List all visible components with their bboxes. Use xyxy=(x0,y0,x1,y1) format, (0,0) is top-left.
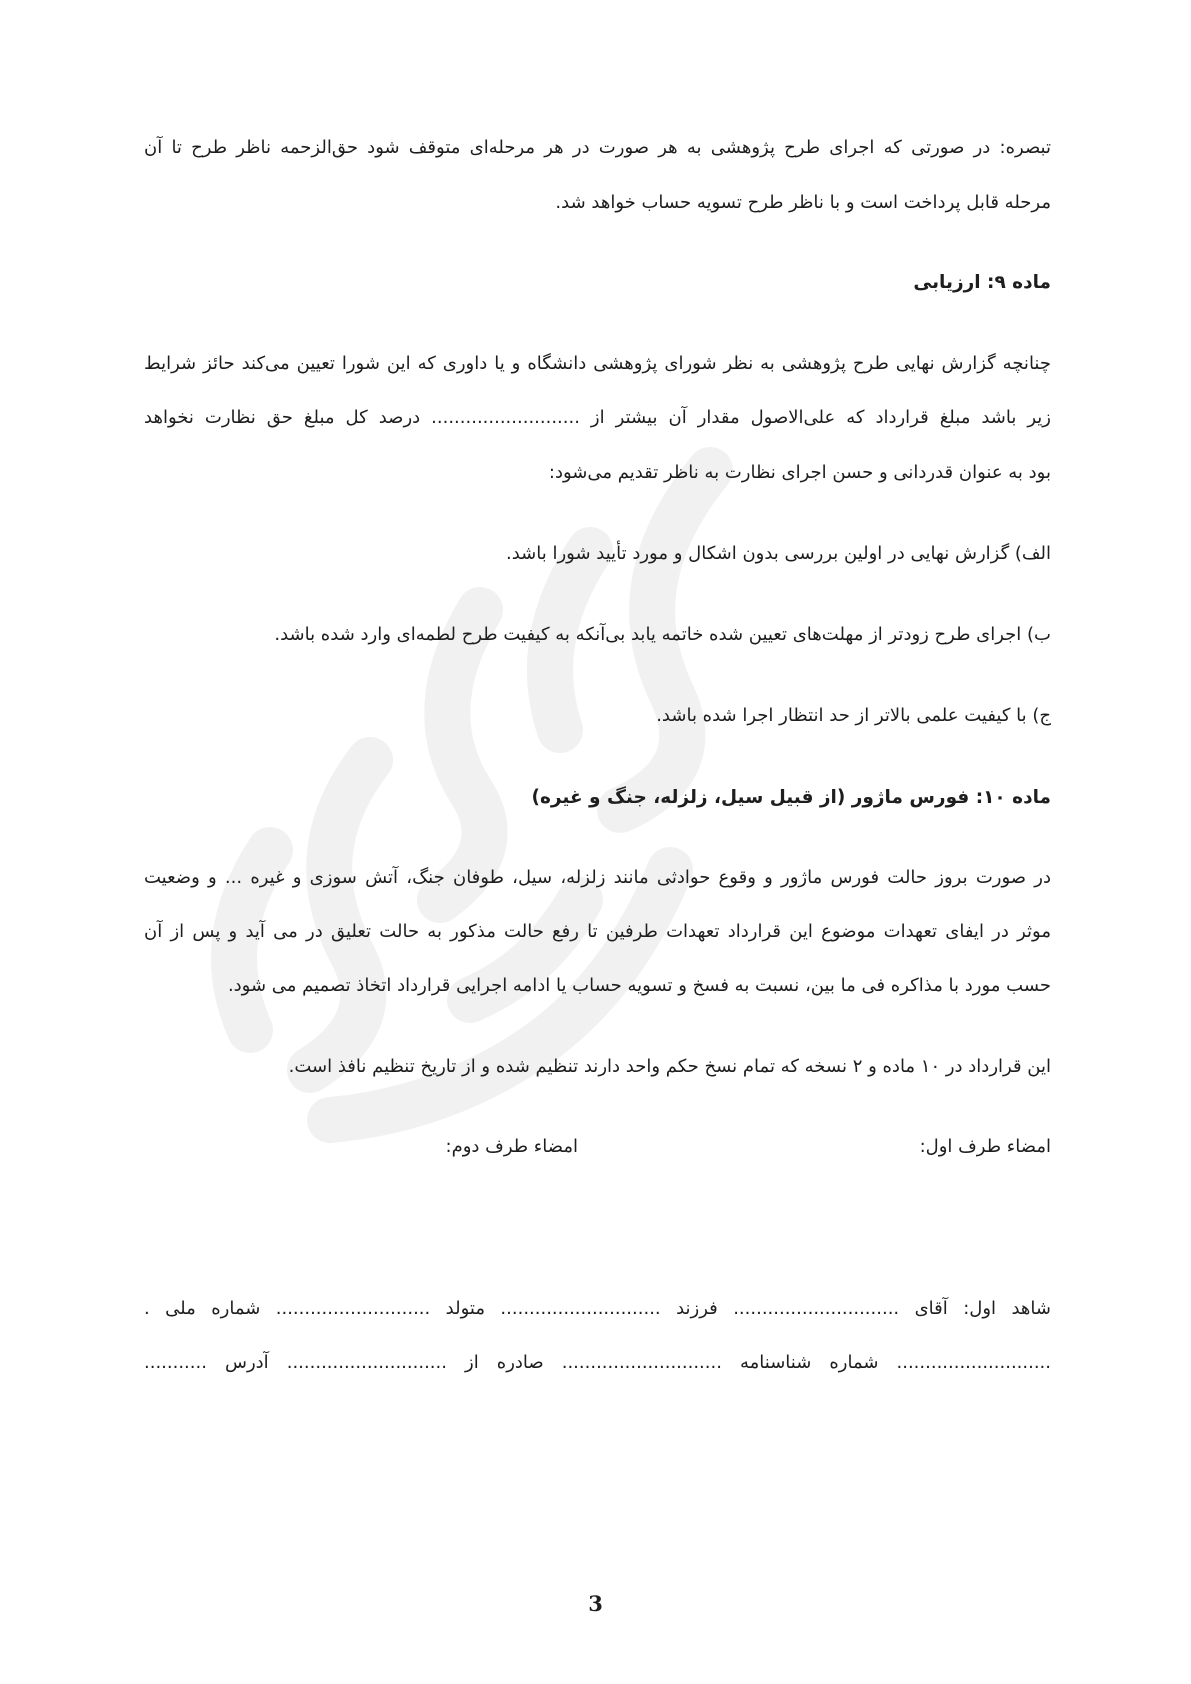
party-2-signature-label: امضاء طرف دوم: xyxy=(445,1136,578,1157)
article-9-paragraph-line-1: چنانچه گزارش نهایی طرح پژوهشی به نظر شورای پژوهشی دانشگاه و یا داوری که این شورا تعیین می‌کند حائز شرایط xyxy=(144,353,1051,374)
party-1-signature-label: امضاء طرف اول: xyxy=(919,1136,1051,1157)
article-10-paragraph-line-3: حسب مورد با مذاکره فی ما بین، نسبت به فسخ و تسویه حساب یا ادامه اجرایی قرارداد اتخاذ تصمیم می شود. xyxy=(227,975,1051,996)
article-10-heading: ماده ۱۰: فورس ماژور (از قبیل سیل، زلزله، جنگ و غیره) xyxy=(531,787,1051,808)
article-9-paragraph-line-3: بود به عنوان قدردانی و حسن اجرای نظارت به ناظر تقدیم می‌شود: xyxy=(548,462,1051,483)
page-number: 3 xyxy=(588,1591,603,1616)
article-9-item-b: ب) اجرای طرح زودتر از مهلت‌های تعیین شده خاتمه یابد بی‌آنکه به کیفیت طرح لطمه‌ای وارد شده باشد. xyxy=(274,624,1051,645)
note-line-1: تبصره: در صورتی که اجرای طرح پژوهشی به هر صورت در هر مرحله‌ای متوقف شود حق‌الزحمه ناظر طرح تا آن xyxy=(144,137,1051,158)
article-9-item-a: الف) گزارش نهایی در اولین بررسی بدون اشکال و مورد تأیید شورا باشد. xyxy=(505,543,1051,564)
article-9-heading: ماده ۹: ارزیابی xyxy=(913,272,1051,293)
note-line-2: مرحله قابل پرداخت است و با ناظر طرح تسویه حساب خواهد شد. xyxy=(555,192,1051,213)
article-9-item-c: ج) با کیفیت علمی بالاتر از حد انتظار اجرا شده باشد. xyxy=(656,705,1051,726)
article-10-paragraph-line-1: در صورت بروز حالت فورس ماژور و وقوع حوادثی مانند زلزله، سیل، طوفان جنگ، آتش سوزی و غیره ... و وضعیت xyxy=(144,867,1051,888)
closing-statement: این قرارداد در ۱۰ ماده و ۲ نسخه که تمام نسخ حکم واحد دارند تنظیم شده و از تاریخ تنظیم نافذ است. xyxy=(288,1056,1051,1077)
witness-line-2: ........................... شماره شناسنامه ............................ صادره از ............................ آدرس ........... xyxy=(144,1352,1051,1373)
article-9-paragraph-line-2: زیر باشد مبلغ قرارداد که علی‌الاصول مقدار آن بیشتر از .......................... درصد کل مبلغ حق نظارت نخواهد xyxy=(144,407,1051,428)
witness-line-1: شاهد اول: آقای ............................. فرزند ............................ متولد ........................... شماره ملی . xyxy=(144,1298,1051,1319)
article-10-paragraph-line-2: موثر در ایفای تعهدات موضوع این قرارداد تعهدات طرفین تا رفع حالت مذکور به حالت تعلیق در می آید و پس از آن xyxy=(144,921,1051,942)
